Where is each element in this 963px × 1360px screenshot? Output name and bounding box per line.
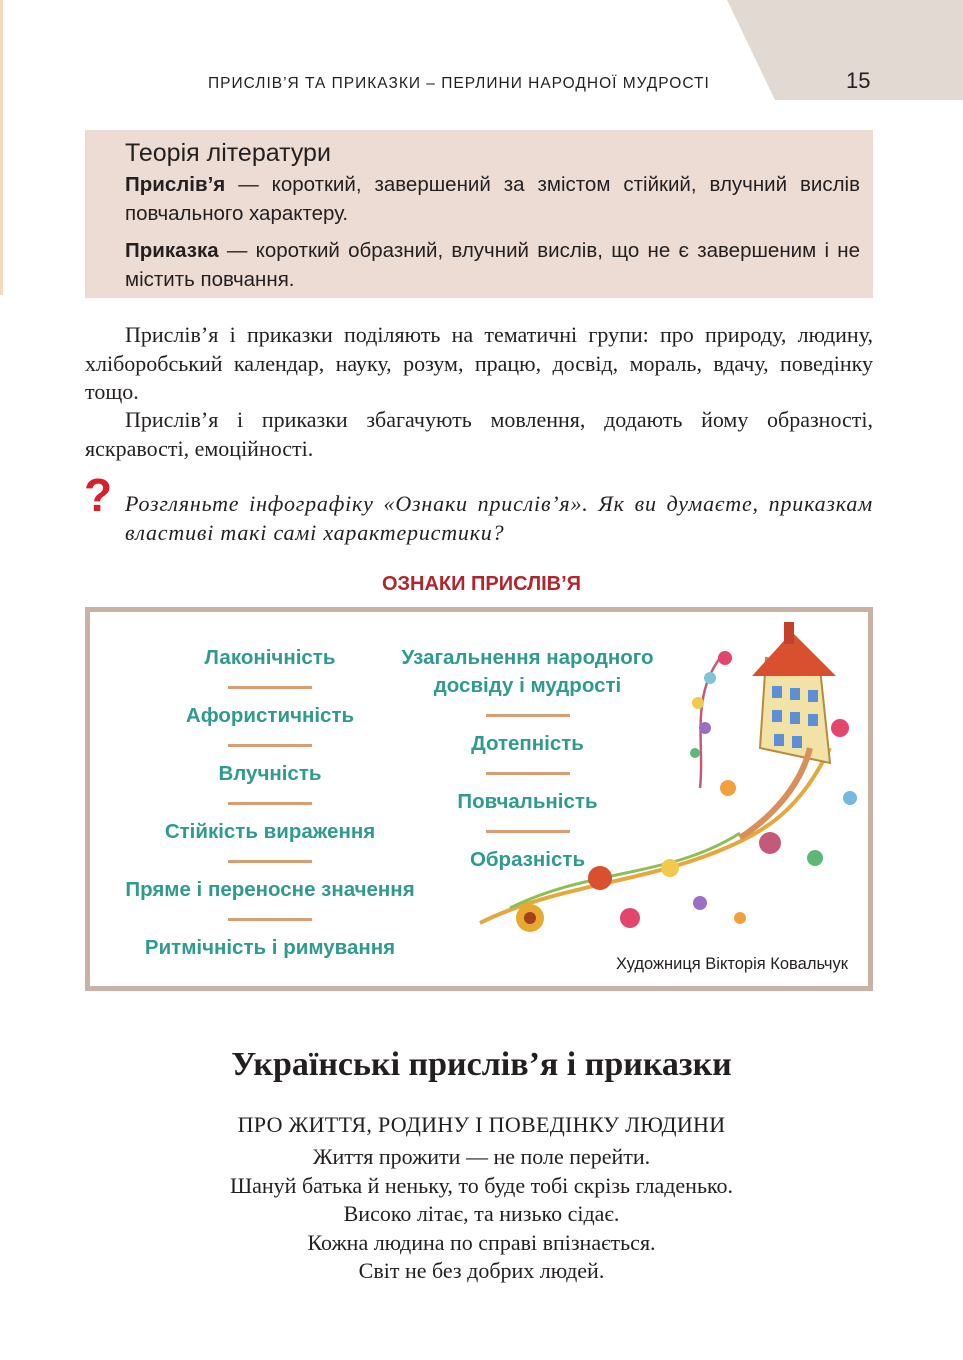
feature-separator <box>228 918 312 921</box>
feature-item: Образність <box>469 848 586 871</box>
theory-title: Теорія літератури <box>125 139 331 167</box>
definition-text: — короткий образний, влучний вислів, що не є завершеним і не містить повчання. <box>125 239 860 291</box>
features-left-column <box>100 644 440 962</box>
feature-item: Дотепність <box>471 732 584 755</box>
section-subtitle: ПРО ЖИТТЯ, РОДИНУ І ПОВЕДІНКУ ЛЮДИНИ <box>237 1112 726 1137</box>
proverb-line: Високо літає, та низько сідає. <box>343 1201 620 1227</box>
feature-item: Афористичність <box>185 704 355 727</box>
question-mark-icon: ? <box>84 469 113 521</box>
proverb-line: Життя прожити — не поле перейти. <box>312 1144 651 1169</box>
feature-item: Повчальність <box>457 790 598 813</box>
page-number: 15 <box>846 68 871 93</box>
feature-separator <box>486 830 570 833</box>
illustration-credit: Художниця Вікторія Ковальчук <box>615 955 848 973</box>
page-edge-strip <box>0 0 3 295</box>
definition-saying <box>125 236 860 294</box>
proverb-list <box>0 1143 963 1286</box>
page-corner-tab <box>727 0 963 100</box>
proverb-line: Кожна людина по справі впізнається. <box>307 1229 656 1255</box>
theory-box <box>85 130 873 298</box>
section-title: Українські прислів’я і приказки <box>231 1046 732 1083</box>
feature-item: Влучність <box>218 762 322 785</box>
infographic-title: ОЗНАКИ ПРИСЛІВ’Я <box>381 573 582 595</box>
proverb-line: Шануй батька й неньку, то буде тобі скрізь гладенько. <box>229 1172 734 1198</box>
feature-item: Ритмічність і римування <box>144 936 396 959</box>
term-saying: Приказка <box>125 239 219 262</box>
feature-item: Стійкість вираження <box>164 820 376 843</box>
feature-item: Узагальнення народного досвіду і мудрості <box>401 646 654 697</box>
feature-separator <box>228 744 312 747</box>
proverb-line: Світ не без добрих людей. <box>358 1258 605 1284</box>
feature-separator <box>228 686 312 689</box>
feature-separator <box>486 714 570 717</box>
feature-item: Пряме і переносне значення <box>125 878 415 901</box>
feature-separator <box>228 802 312 805</box>
feature-separator <box>228 860 312 863</box>
body-paragraph: Прислів’я і приказки збагачують мовлення, додають йому образності, яскравості, емоційності. <box>85 407 873 461</box>
definition-text: — короткий, завершений за змістом стійкий, влучний вислів повчального характеру. <box>125 173 860 225</box>
question-text: Розгляньте інфографіку «Ознаки прислів’я». Як ви думаєте, приказкам властиві такі самі характеристики? <box>125 491 873 545</box>
features-right-column <box>390 644 665 874</box>
definition-proverb <box>125 170 860 228</box>
body-paragraph: Прислів’я і приказки поділяють на тематичні групи: про природу, людину, хліборобський календар, науку, розум, працю, досвід, мораль, вдачу, поведінку тощо. <box>85 322 873 404</box>
infographic-frame <box>85 607 873 991</box>
feature-item: Лаконічність <box>204 646 336 669</box>
feature-separator <box>486 772 570 775</box>
running-head: ПРИСЛІВ’Я ТА ПРИКАЗКИ – ПЕРЛИНИ НАРОДНОЇ МУДРОСТІ <box>208 75 710 92</box>
term-proverb: Прислів’я <box>125 173 226 196</box>
